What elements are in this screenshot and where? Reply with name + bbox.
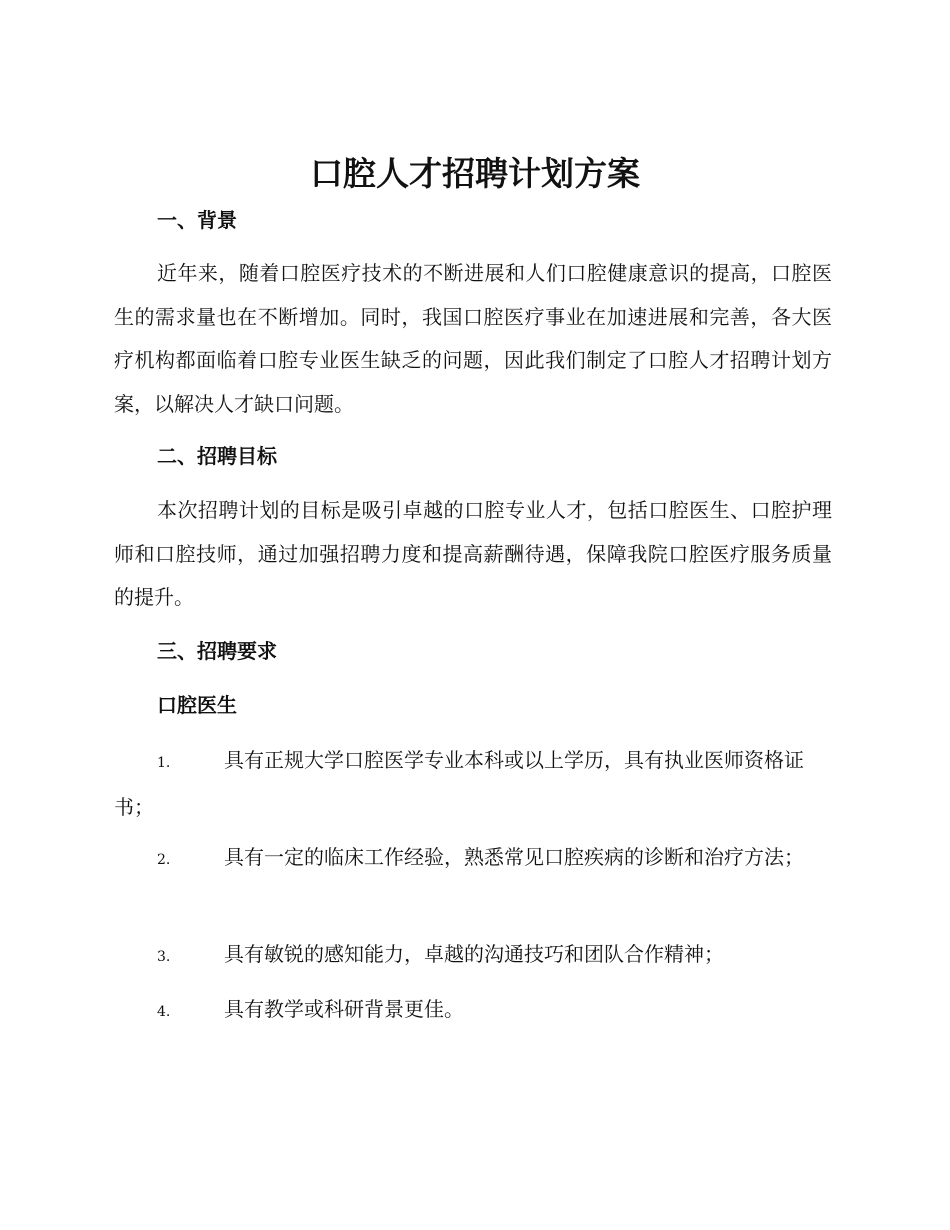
requirement-text: 具有一定的临床工作经验，熟悉常见口腔疾病的诊断和治疗方法； [224,845,804,869]
document-title: 口腔人才招聘计划方案 [310,154,640,193]
background-paragraph: 近年来，随着口腔医疗技术的不断进展和人们口腔健康意识的提高，口腔医生的需求量也在不断增加。同时，我国口腔医疗事业在加速进展和完善，各大医疗机构都面临着口腔专业医生缺乏的问题，因此我们制定了口腔人才招聘计划方案，以解决人才缺口问题。 [114,261,832,416]
subheading-dentist: 口腔医生 [157,693,237,717]
requirement-number: 4. [157,1004,171,1020]
section-heading-background: 一、背景 [157,208,237,232]
requirement-item [114,933,832,980]
section-heading-requirements: 三、招聘要求 [157,639,277,663]
requirement-item [114,739,832,829]
requirement-text: 具有教学或科研背景更佳。 [224,997,464,1021]
requirement-item [114,836,832,883]
section-heading-goal: 二、招聘目标 [157,444,277,468]
requirement-text: 具有敏锐的感知能力，卓越的沟通技巧和团队合作精神； [224,942,724,966]
requirement-item [114,988,832,1035]
goal-paragraph: 本次招聘计划的目标是吸引卓越的口腔专业人才，包括口腔医生、口腔护理师和口腔技师，通过加强招聘力度和提高薪酬待遇，保障我院口腔医疗服务质量的提升。 [114,498,832,609]
requirement-number: 2. [157,852,171,868]
requirement-number: 3. [157,949,171,965]
requirement-text: 具有正规大学口腔医学专业本科或以上学历，具有执业医师资格证书； [114,748,804,819]
requirement-number: 1. [157,755,171,771]
